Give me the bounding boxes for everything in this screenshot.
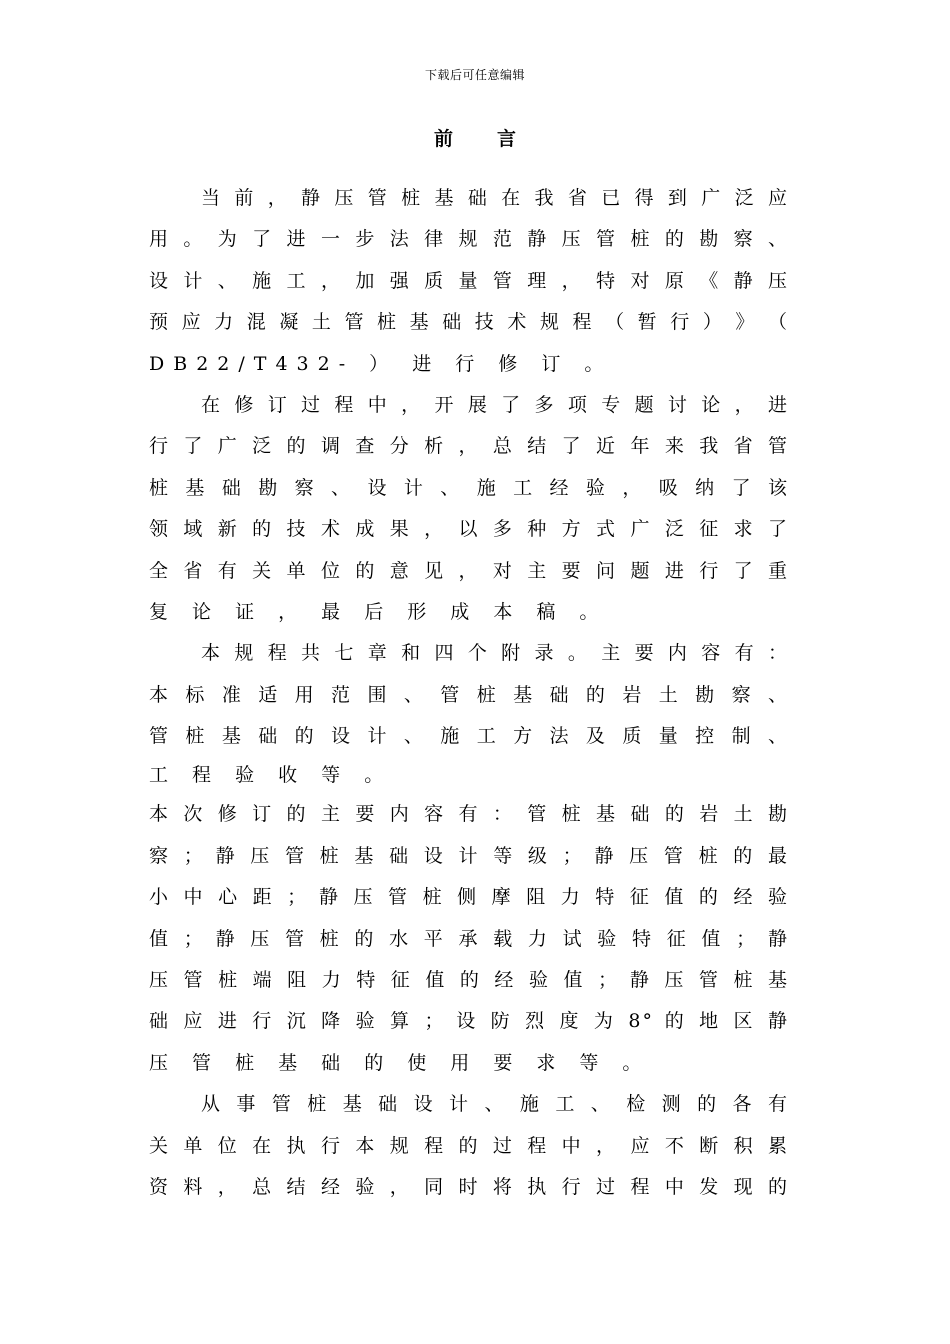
text-line: 压 管 桩 端 阻 力 特 征 值 的 经 验 值 ； 静 压 管 桩 基 <box>149 969 789 992</box>
text-line: 管 桩 基 础 的 设 计 、 施 工 方 法 及 质 量 控 制 、 <box>149 725 789 748</box>
text-line: 当 前 ， 静 压 管 桩 基 础 在 我 省 已 得 到 广 泛 应 <box>201 187 789 209</box>
text-line: 值 ； 静 压 管 桩 的 水 平 承 载 力 试 验 特 征 值 ； 静 <box>149 927 789 950</box>
text-line: 小 中 心 距 ； 静 压 管 桩 侧 摩 阻 力 特 征 值 的 经 验 <box>149 886 789 909</box>
text-line: 行 了 广 泛 的 调 查 分 析 ， 总 结 了 近 年 来 我 省 管 <box>149 435 789 458</box>
text-line: 本 规 程 共 七 章 和 四 个 附 录 。 主 要 内 容 有 ： <box>201 642 789 665</box>
text-line: 本 次 修 订 的 主 要 内 容 有 ： 管 桩 基 础 的 岩 土 勘 <box>149 803 789 826</box>
text-line: 全 省 有 关 单 位 的 意 见 ， 对 主 要 问 题 进 行 了 重 <box>149 559 789 582</box>
preface-body <box>149 178 789 1208</box>
text-line: 本 标 准 适 用 范 围 、 管 桩 基 础 的 岩 土 勘 察 、 <box>149 683 789 706</box>
text-line: 预 应 力 混 凝 土 管 桩 基 础 技 术 规 程 （ 暂 行 ） 》 （ <box>149 311 789 334</box>
title-char-right: 言 <box>497 128 517 150</box>
text-line: 压 管 桩 基 础 的 使 用 要 求 等 。 <box>149 1051 651 1074</box>
text-line: 础 应 进 行 沉 降 验 算 ； 设 防 烈 度 为 8° 的 地 区 静 <box>149 1010 789 1033</box>
text-line: 工 程 验 收 等 。 <box>149 764 393 787</box>
text-line: 察 ； 静 压 管 桩 基 础 设 计 等 级 ； 静 压 管 桩 的 最 <box>149 844 789 867</box>
text-line: 从 事 管 桩 基 础 设 计 、 施 工 、 检 测 的 各 有 <box>201 1093 789 1116</box>
header-note: 下载后可任意编辑 <box>424 68 525 82</box>
text-line: 在 修 订 过 程 中 ， 开 展 了 多 项 专 题 讨 论 ， 进 <box>201 393 789 416</box>
title-char-left: 前 <box>433 128 453 150</box>
text-line: 桩 基 础 勘 察 、 设 计 、 施 工 经 验 ， 吸 纳 了 该 <box>149 476 789 499</box>
text-line: 复 论 证 ， 最 后 形 成 本 稿 。 <box>149 600 608 623</box>
text-line: 资 料 ， 总 结 经 验 ， 同 时 将 执 行 过 程 中 发 现 的 <box>149 1175 789 1198</box>
page-title <box>0 124 950 151</box>
text-line: 用 。 为 了 进 一 步 法 律 规 范 静 压 管 桩 的 勘 察 、 <box>149 228 789 251</box>
text-line: 关 单 位 在 执 行 本 规 程 的 过 程 中 ， 应 不 断 积 累 <box>149 1134 789 1157</box>
text-line: 设 计 、 施 工 ， 加 强 质 量 管 理 ， 特 对 原 《 静 压 <box>149 269 789 292</box>
text-line: 领 域 新 的 技 术 成 果 ， 以 多 种 方 式 广 泛 征 求 了 <box>149 518 789 541</box>
text-line: DB22/T432- ） 进 行 修 订 。 <box>149 352 613 375</box>
